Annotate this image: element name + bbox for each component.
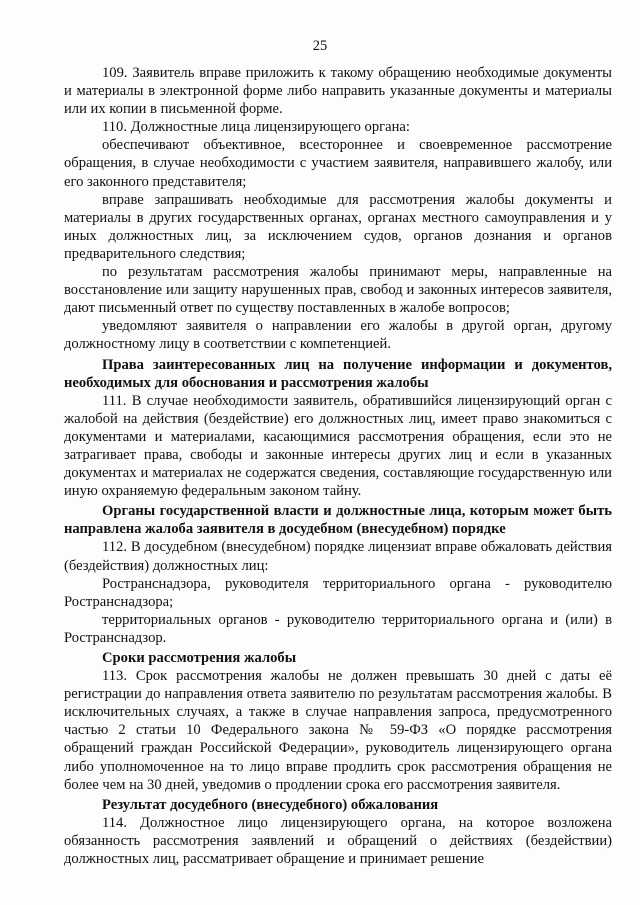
paragraph-110-item-notify: уведомляют заявителя о направлении его жалобы в другой орган, другому должностному лицу в соответствии с компетенцией. xyxy=(64,318,612,353)
paragraph-110-item-request: вправе запрашивать необходимые для рассмотрения жалобы документы и материалы в других государственных органах, органах местного самоуправления и у иных должностных лиц, за исключением судов, органов дознания и органов предварительного следствия; xyxy=(64,191,612,262)
heading-terms: Сроки рассмотрения жалобы xyxy=(102,650,297,666)
page-number: 25 xyxy=(312,38,328,54)
paragraph-112-item-rostransnadzor: Ространснадзора, руководителя территориального органа - руководителю Ространснадзора; xyxy=(64,575,612,610)
paragraph-110: 110. Должностные лица лицензирующего органа: xyxy=(102,119,410,136)
paragraph-112-item-territorial: территориальных органов - руководителю территориального органа и (или) в Ространснадзор. xyxy=(64,611,612,646)
heading-result: Результат досудебного (внесудебного) обжалования xyxy=(102,796,439,813)
paragraph-111: 111. В случае необходимости заявитель, обратившийся лицензирующий орган с жалобой на действия (бездействие) его должностных лиц, имеет право знакомиться с документами и материалами, касающимися рассмотрения обращения, если это не затрагивает права, свободы и законные интересы других лиц и если в указанных документах и материалах не содержатся сведения, составляющие государственную или иную охраняемую федеральным законом тайну. xyxy=(64,392,612,500)
paragraph-110-item-ensure: обеспечивают объективное, всестороннее и своевременное рассмотрение обращения, в случае необходимости с участием заявителя, направившего жалобу, или его законного представителя; xyxy=(64,137,612,190)
paragraph-113: 113. Срок рассмотрения жалобы не должен превышать 30 дней с даты её регистрации до направления ответа заявителю по результатам рассмотрения жалобы. В исключительных случаях, а также в случае направления запроса, предусмотренного частью 2 статьи 10 Федерального закона № 59-ФЗ «О порядке рассмотрения обращений граждан Российской Федерации», руководитель лицензирующего органа либо уполномоченное на то лицо вправе продлить срок рассмотрения обращения не более чем на 30 дней, уведомив о продлении срока его рассмотрения заявителя. xyxy=(64,668,612,793)
paragraph-110-item-measures: по результатам рассмотрения жалобы принимают меры, направленные на восстановление или защиту нарушенных прав, свобод и законных интересов заявителя, дают письменный ответ по существу поставленных в жалобе вопросов; xyxy=(64,264,612,317)
heading-authorities: Органы государственной власти и должностные лица, которым может быть направлена жалоба заявителя в досудебном (внесудебном) порядке xyxy=(64,503,612,538)
paragraph-112: 112. В досудебном (внесудебном) порядке лицензиат вправе обжаловать действия (бездействия) должностных лиц: xyxy=(64,539,612,574)
heading-rights: Права заинтересованных лиц на получение информации и документов, необходимых для обоснования и рассмотрения жалобы xyxy=(64,356,612,391)
paragraph-114: 114. Должностное лицо лицензирующего органа, на которое возложена обязанность рассмотрения заявлений и обращений о действиях (бездействии) должностных лиц, рассматривает обращение и принимает решение xyxy=(64,814,612,868)
paragraph-109: 109. Заявитель вправе приложить к такому обращению необходимые документы и материалы в электронной форме либо направить указанные документы и материалы или их копии в письменной форме. xyxy=(64,65,612,118)
document-body xyxy=(64,64,612,868)
